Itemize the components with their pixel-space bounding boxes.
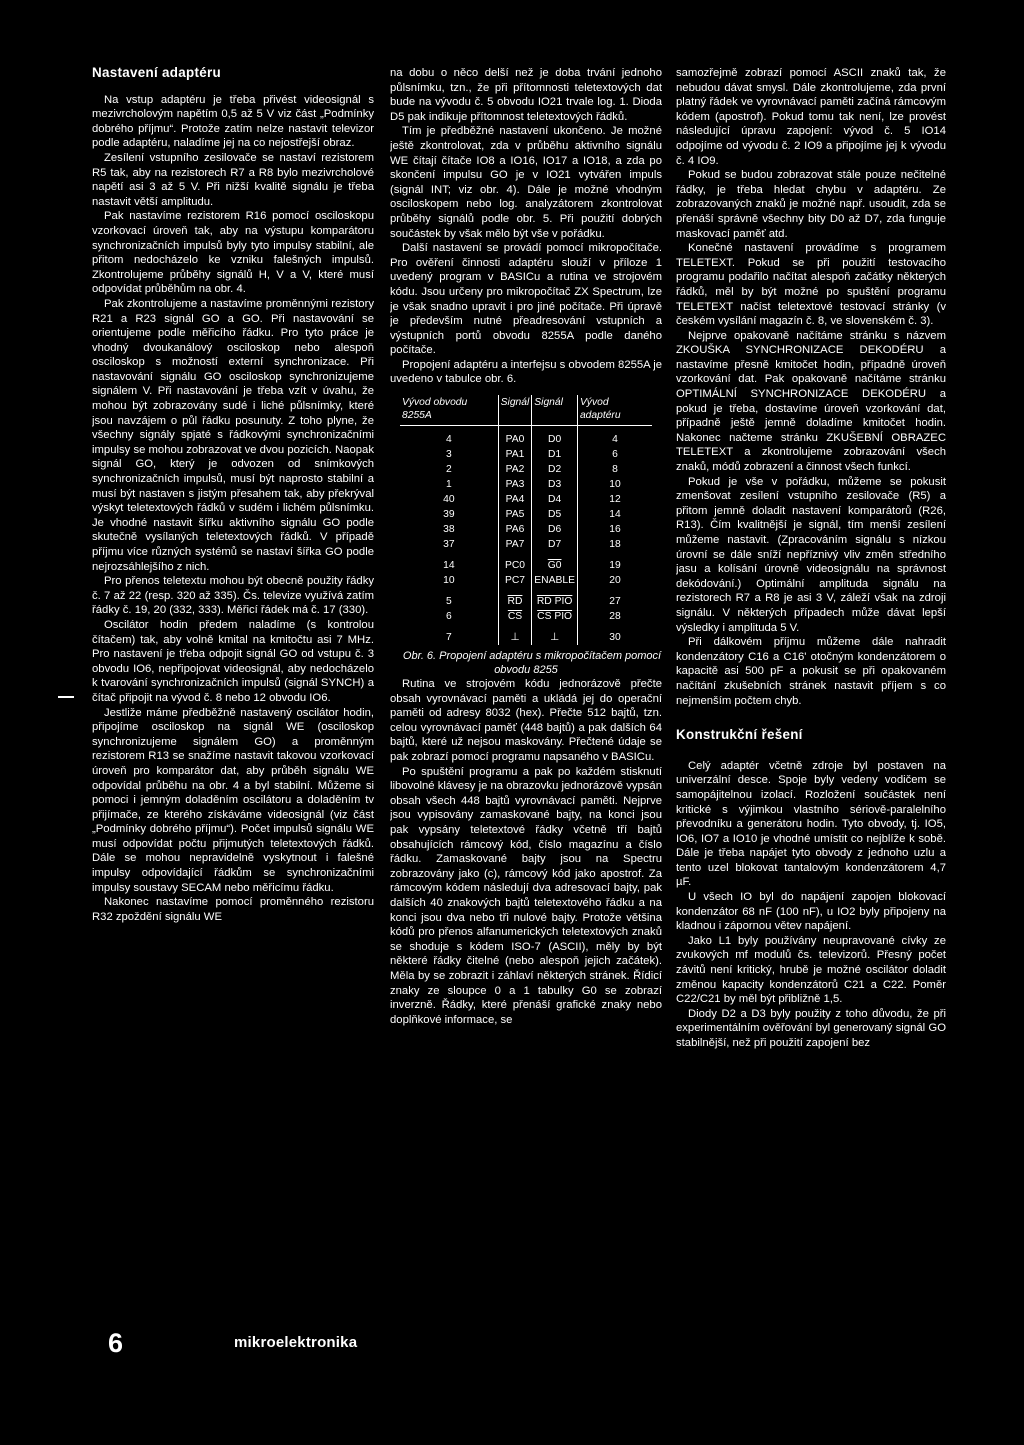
pin-table-cell: 3: [445, 449, 452, 461]
pin-table-cell: 14: [443, 560, 455, 572]
pin-table-cell: 7: [445, 632, 452, 644]
page-number: 6: [108, 1328, 124, 1358]
pin-table-row: [400, 552, 652, 573]
pin-table-row: [400, 609, 652, 624]
paragraph: Celý adaptér včetně zdroje byl postaven na univerzální desce. Spoje byly vedeny vodičem se samopájitelnou izolací. Rozložení součástek není kritické s výjimkou vlastního sériově-paralelního převodníku a generátoru hodin. Tyto obvody, tj. IO5, IO6, IO7 a IO10 je vhodné umístit co nejblíže k sobě. Dále je třeba napájet tyto obvody z jednoho uzlu a tento uzel blokovat tantalovým kondenzátorem 4,7 µF.: [676, 759, 946, 889]
pin-table-cell: D1: [532, 447, 578, 462]
pin-table-cell: 6: [577, 447, 652, 462]
pin-table-cell: D5: [532, 507, 578, 522]
paragraph: Rutina ve strojovém kódu jednorázově přečte obsah vyrovnávací paměti a ukládá jej do operační paměti od adresy 8032 (hex). Přečte 512 bajtů, tzn. celou vyrovnávací paměť (448 bajtů) a pak dalších 64 bajtů, které už nejsou maskovány. Přečtené údaje se pak zobrazí pomocí programu napsaného v BASICu.: [390, 678, 662, 764]
pin-table-cell: 1: [445, 479, 452, 491]
pin-table-cell: 8: [577, 462, 652, 477]
column-3: [676, 66, 946, 1396]
pin-table-cell: 10: [577, 477, 652, 492]
pin-table-header-cell: Vývod obvodu 8255A: [400, 395, 498, 426]
pin-table-cell: 28: [577, 609, 652, 624]
pin-table-row: [400, 507, 652, 522]
pin-table-header-cell: Signál: [498, 395, 532, 426]
pin-table-cell: 37: [443, 539, 455, 551]
section-title-konstrukce: Konstrukční řešení: [676, 727, 803, 743]
pin-table-cell: PA1: [498, 447, 532, 462]
paragraph: Pak nastavíme rezistorem R16 pomocí osciloskopu vzorkovací úroveň tak, aby na výstupu komparátoru synchronizačních impulsů byly tyto impulsy stabilní, ale přitom nedocházelo ke vzniku falešných impulsů. Zkontrolujeme průběhy signálů H, V a V, které musí odpovídat průběhům na obr. 4.: [92, 210, 374, 296]
paragraph: Další nastavení se provádí pomocí mikropočítače. Pro ověření činnosti adaptéru slouží v příloze 1 uvedený program v BASICu a rutina ve strojovém kódu. Jsou určeny pro mikropočítač ZX Spectrum, lze je však snadno upravit i pro jiné počítače. Při úpravě je především nutné přeadresování vstupních a výstupních portů obvodu 8255A podle daného počítače.: [390, 242, 662, 357]
paragraph: Propojení adaptéru a interfejsu s obvodem 8255A je uvedeno v tabulce obr. 6.: [390, 358, 662, 386]
column-2-text-a: [390, 66, 662, 387]
paragraph: Zesílení vstupního zesilovače se nastaví rezistorem R5 tak, aby na rezistorech R7 a R8 bylo mezivrcholové napětí asi 3 až 5 V. Při nižší kvalitě signálu je třeba nastavit větší amplitudu.: [92, 151, 374, 208]
pin-table-cell: 12: [577, 492, 652, 507]
pin-table-cell: 40: [443, 494, 455, 506]
pin-table-body: [400, 426, 652, 646]
paragraph: Tím je předběžné nastavení ukončeno. Je možné ještě zkontrolovat, zda v průběhu aktivního signálu WE čítají čítače IO8 a IO16, IO17 a IO18, a zda po skončení impulsu GO je v IO21 vytvářen impuls (signál INT; viz obr. 4). Dále je možné vhodným osciloskopem nebo log. analyzátorem zkontrolovat průběhy signálů podle obr. 5. Při použití dobrých součástek by však mělo být vše v pořádku.: [390, 125, 662, 240]
pin-table-cell: 18: [577, 537, 652, 552]
pin-table-cell: 20: [577, 573, 652, 588]
paragraph: Pokud se budou zobrazovat stále pouze nečitelné řádky, je třeba hledat chybu v adaptéru. Ze zobrazovaných znaků je možné např. usoudit, zda se přenáší správně všechny bity D0 až D7, zda funguje maskovací paměť atd.: [676, 169, 946, 240]
pin-table-cell: 4: [445, 434, 452, 446]
paragraph: na dobu o něco delší než je doba trvání jednoho půlsnímku, tzn., že při přítomnosti teletextových dat bude na vývodu č. 5 obvodu IO21 trvale log. 1. Dioda D5 pak indikuje přítomnost teletextových řádků.: [390, 67, 662, 123]
column-3-text-b: [676, 759, 946, 1051]
pin-table-cell: PA5: [498, 507, 532, 522]
pin-table-row: [400, 426, 652, 448]
paragraph: Pokud je vše v pořádku, můžeme se pokusit zmenšovat zesílení vstupního zesilovače (R5) a přitom jemně doladit nastavení komparátorů (R26, R13). Čím kvalitnější je signál, tím menší zesílení můžeme nastavit. (Zpracováním signálu s nízkou úrovní se dále sníží nepříznivý vliv změn středního jasu a kolísání úrovně videosignálu na správnost dekódování.) Optimální amplituda signálu na rezistorech R7 a R8 je asi 3 V, záleží však na zdroji signálu. V některých případech může dávat lepší výsledky i amplituda 5 V.: [676, 475, 946, 634]
pin-table-row: [400, 492, 652, 507]
column-2: [390, 66, 662, 1376]
pin-table-cell: 27: [577, 588, 652, 609]
pin-table-cell: 38: [443, 524, 455, 536]
paragraph: samozřejmě zobrazí pomocí ASCII znaků tak, že nebudou dávat smysl. Dále zkontrolujeme, zda první platný řádek ve vyrovnávací paměti začíná rámcovým kódem (apostrof). Pokud tomu tak není, lze provést následující úpravu zapojení: vývod č. 5 IO14 odpojíme od vývodu č. 2 IO9 a připojíme jej k vývodu č. 4 IO9.: [676, 67, 946, 167]
pin-table-row: [400, 522, 652, 537]
pin-table-row: [400, 462, 652, 477]
paragraph: Nejprve opakovaně načítáme stránku s názvem ZKOUŠKA SYNCHRONIZACE DEKODÉRU a nastavíme přesně kmitočet hodin, případně úroveň vzorkování dat. Pak opakovaně načítáme stránku OPTIMÁLNÍ SYNCHRONIZACE DEKODÉRU a pokud je třeba, dostavíme úroveň vzorkování dat, případně ještě jemně doladíme kmitočet hodin. Nakonec načteme stránku ZKUŠEBNÍ OBRAZEC TELETEXT a zkontrolujeme zobrazování všech znaků, módů zobrazení a činnost všech funkcí.: [676, 329, 946, 474]
pin-table-cell: D6: [532, 522, 578, 537]
pin-table-cell: 39: [443, 509, 455, 521]
paragraph: Jestliže máme předběžně nastavený oscilátor hodin, připojíme osciloskop na signál WE (osciloskop synchronizujeme signálem GO) a proměnným rezistorem R13 se snažíme nastavit takovou vzorkovací úroveň pro komparátor dat, aby průběh signálu WE odpovídal průběhu na obr. 4 a byl stabilní. Můžeme si pomoci i jemným doladěním oscilátoru a doladěním tv přijímače, ze kterého získáváme videosignál (viz část „Podmínky dobrého příjmu“). Počet impulsů signálu WE musí odpovídat počtu přijmutých teletextových řádků. Dále se mohou nepravidelně vyskytnout i falešné impulsy odpovídající řádkům se synchronizačními impulsy soustavy SECAM nebo měřicímu řádku.: [92, 706, 374, 894]
pin-table-row: [400, 447, 652, 462]
paragraph: Při dálkovém příjmu můžeme dále nahradit kondenzátory C16 a C16' otočným kondenzátorem o kapacitě asi 500 pF a pokusit se při opakovaném načítání zkušebních stránek nastavit příjem s co nejmenším počtem chyb.: [676, 636, 946, 707]
pin-table-cell: PA2: [498, 462, 532, 477]
pin-table-cell: 16: [577, 522, 652, 537]
pin-table-row: [400, 573, 652, 588]
paragraph: Pak zkontrolujeme a nastavíme proměnnými rezistory R21 a R23 signál GO a GO. Při nastavování se orientujeme podle měřicího řádku. Pro tyto práce je vhodný dvoukanálový osciloskop nebo alespoň osciloskop s možností externí synchronizace. Při nastavování signálu GO osciloskop synchronizujeme signálem V. Při nastavování je třeba vzít v úvahu, že mohou být zobrazovány sudé i liché půlsnímky, které jsou navzájem o půl řádku posunuty. Z toho plyne, že všechny signály spjaté s řádkovými synchronizačními impulsy se mohou zobrazovat ve dvou pozicích. Naopak signál GO, který je odvozen od snímkových synchronizačních impulsů, musí být naprosto stabilní a musí být nastaven s jistým přesahem tak, aby překrýval výskyt teletextových řádků v sudém i lichém půlsnímku. Je vhodné nastavit šířku aktivního signálu GO podle skutečně vysílaných teletextových řádků. V případě příjmu více různých systémů se nastaví šířka GO podle nejrozsáhlejšího z nich.: [92, 297, 374, 573]
pin-table-row: [400, 588, 652, 609]
pin-table-cell: 5: [445, 596, 452, 608]
paragraph: U všech IO byl do napájení zapojen blokovací kondenzátor 68 nF (100 nF), u IO2 byly připojeny na kladnou i zápornou větev napájení.: [676, 891, 946, 933]
pin-table-cell: D4: [532, 492, 578, 507]
paragraph: Diody D2 a D3 byly použity z toho důvodu, že při experimentálním ověřování byl generovaný signál GO stabilnější, než při použití zapojení bez: [676, 1007, 946, 1049]
column-3-text-a: [676, 66, 946, 708]
pin-table-row: [400, 477, 652, 492]
paragraph: Konečné nastavení provádíme s programem TELETEXT. Pokud se při použití testovacího programu podařilo načítat alespoň začátky některých řádků, měl by být možné po spuštění programu TELETEXT načíst teletextové testovací stránky (v českém vysílání magazín č. 8, ve slovenském č. 3).: [676, 242, 946, 328]
pin-table: [400, 395, 652, 645]
margin-mark: [58, 696, 74, 698]
pin-table-cell: 14: [577, 507, 652, 522]
pin-table-cell: PA7: [498, 537, 532, 552]
pin-table-header-cell: Signál: [532, 395, 578, 426]
pin-table-cell: PA0: [498, 426, 532, 448]
paragraph: Pro přenos teletextu mohou být obecně použity řádky č. 7 až 22 (resp. 320 až 335). Čs. televize využívá zatím řádky č. 19, 20 (332, 333). Měřicí řádek má č. 17 (330).: [92, 575, 374, 617]
pin-table-cell: ENABLE: [532, 573, 578, 588]
pin-table-cell: D2: [532, 462, 578, 477]
pin-table-cell: 19: [577, 552, 652, 573]
pin-table-cell: 30: [577, 624, 652, 645]
pin-table-cell: 2: [445, 464, 452, 476]
magazine-name: mikroelektronika: [234, 1334, 358, 1351]
figure-caption: Obr. 6. Propojení adaptéru s mikropočítačem pomocí obvodu 8255: [402, 650, 662, 677]
paragraph: Po spuštění programu a pak po každém stisknutí libovolné klávesy je na obrazovku jednorázově vypsán obsah všech 448 bajtů vyrovnávací paměti. Nejprve jsou vypisovány zamaskované bajty, na konci jsou pak vypsány teletextové řádky včetně tří bajtů obsahujících rámcový kód, číslo magazínu a číslo řádku. Zamaskované bajty jsou na Spectru zobrazovány jako (c), rámcový kód jako apostrof. Za rámcovým kódem následují dva adresovací bajty, pak dalších 40 znakových bajtů teletextového řádku a na konci jsou dva nebo tři nulové bajty. Protože většina kódů pro přenos alfanumerických teletextových znaků se shoduje s kódem ISO-7 (ASCII), měly by být některé řádky čitelné (nebo alespoň jejich začátek). Měla by se zobrazit i záhlaví některých stránek. Řídicí znaky ze sloupce 0 a 1 tabulky G0 se zobrazí inverzně. Řádky, které přenáší grafické znaky nebo doplňkové informace, se: [390, 765, 662, 1026]
pin-table-cell: $\overline{CS}$: [498, 609, 532, 624]
pin-table-header: [400, 395, 652, 426]
pin-table-cell: G0: [532, 552, 578, 573]
column-2-text-b: [390, 677, 662, 1027]
pin-table-cell: D3: [532, 477, 578, 492]
paragraph: Na vstup adaptéru je třeba přivést videosignál s mezivrcholovým napětím 0,5 až 5 V viz část „Podmínky dobrého příjmu“. Protože zatím nelze nastavit televizor podle adaptéru, naladíme jej na co nejostřejší obraz.: [92, 93, 374, 150]
pin-table-cell: PC7: [498, 573, 532, 588]
pin-table-cell: CS PIO: [532, 609, 578, 624]
column-1-body: [92, 93, 374, 925]
pin-table-cell: PC0: [498, 552, 532, 573]
pin-table-cell: D0: [532, 426, 578, 448]
paragraph: Oscilátor hodin předem naladíme (s kontrolou čítačem) tak, aby volně kmital na kmitočtu asi 7 MHz. Pro nastavení je třeba odpojit signál GO od vstupu č. 3 obvodu IO6, nepřipojovat videosignál, aby nedocházelo k tvarování synchronizačních impulsů (signál SYNCH) a čítač připojit na vývod č. 8 nebo 12 obvodu IO6.: [92, 618, 374, 704]
pin-table-cell: PA6: [498, 522, 532, 537]
section-title-nastaveni: Nastavení adaptéru: [92, 66, 221, 80]
paragraph: Nakonec nastavíme pomocí proměnného rezistoru R32 zpoždění signálu WE: [92, 896, 374, 923]
column-1: [92, 66, 374, 1336]
pin-table-cell: $\overline{RD}$: [498, 588, 532, 609]
pin-table-cell: ⊥: [498, 624, 532, 645]
pin-table-row: [400, 624, 652, 645]
pin-table-header-cell: Vývod adaptéru: [577, 395, 652, 426]
pin-table-cell: 6: [445, 611, 452, 623]
pin-table-cell: PA3: [498, 477, 532, 492]
pin-table-cell: RD PIO: [532, 588, 578, 609]
pin-table-cell: 4: [577, 426, 652, 448]
pin-table-cell: ⊥: [532, 624, 578, 645]
pin-table-cell: PA4: [498, 492, 532, 507]
pin-table-cell: 10: [443, 575, 455, 587]
pin-table-row: [400, 537, 652, 552]
pin-table-cell: D7: [532, 537, 578, 552]
paragraph: Jako L1 byly používány neupravované cívky ze zvukových mf modulů čs. televizorů. Přesný počet závitů není kritický, hrubě je možné oscilátor doladit změnou kapacity kondenzátorů C21 a C22. Poměr C22/C21 by měl být přibližně 1,5.: [676, 934, 946, 1006]
